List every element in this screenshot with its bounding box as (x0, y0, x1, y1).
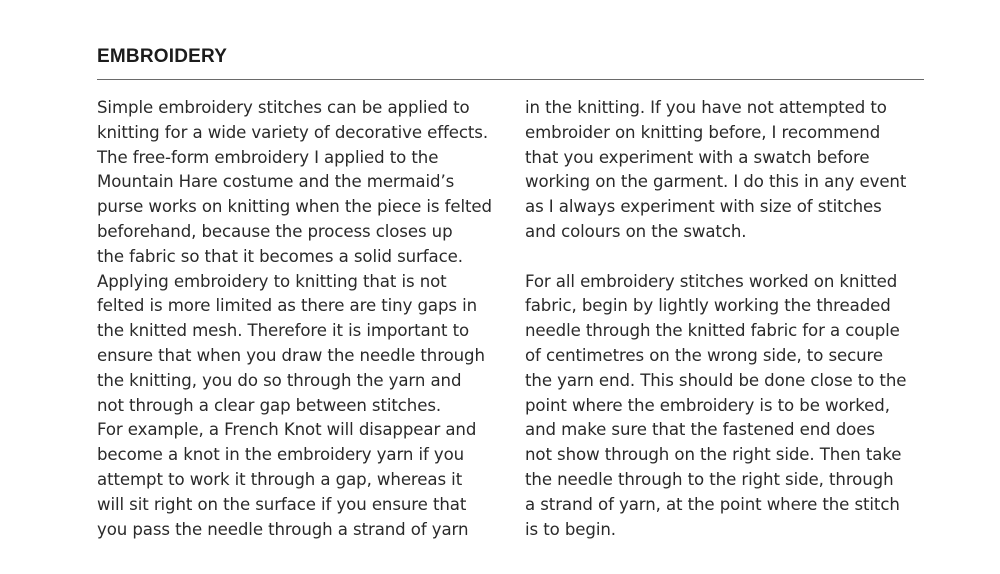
text-line: knitting for a wide variety of decorative effects. (97, 122, 488, 142)
text-line: Applying embroidery to knitting that is not (97, 271, 447, 291)
text-line: become a knot in the embroidery yarn if you (97, 445, 465, 465)
text-line: will sit right on the surface if you ensure that (97, 494, 467, 514)
text-line: For all embroidery stitches worked on knitted (525, 271, 898, 291)
text-line: the fabric so that it becomes a solid surface. (97, 246, 463, 266)
paragraph-stitches (525, 270, 906, 543)
text-line: ensure that when you draw the needle through (97, 345, 485, 365)
text-line: the needle through to the right side, through (525, 469, 894, 489)
text-line: felted is more limited as there are tiny gaps in (97, 296, 478, 316)
text-line: Mountain Hare costume and the mermaid’s (97, 172, 455, 192)
text-line: the yarn end. This should be done close to the (525, 370, 907, 390)
right-column (525, 96, 906, 542)
text-line: and colours on the swatch. (525, 221, 747, 241)
text-line: working on the garment. I do this in any event (525, 172, 907, 192)
text-line: needle through the knitted fabric for a couple (525, 321, 900, 341)
text-line: embroider on knitting before, I recommend (525, 122, 881, 142)
text-line: of centimetres on the wrong side, to secure (525, 345, 883, 365)
text-line: The free-form embroidery I applied to the (97, 147, 439, 167)
text-line: fabric, begin by lightly working the threaded (525, 296, 891, 316)
text-line: a strand of yarn, at the point where the stitch (525, 494, 900, 514)
text-line: attempt to work it through a gap, whereas it (97, 469, 463, 489)
heading-divider (97, 79, 924, 80)
text-line: the knitting, you do so through the yarn and (97, 370, 462, 390)
text-line: purse works on knitting when the piece is felted (97, 197, 492, 217)
paragraph-continuation (525, 96, 906, 245)
text-line: you pass the needle through a strand of yarn (97, 519, 469, 539)
text-line: not show through on the right side. Then take (525, 445, 902, 465)
text-line: the knitted mesh. Therefore it is important to (97, 321, 470, 341)
paragraph-spacer (525, 245, 906, 270)
text-line: beforehand, because the process closes up (97, 221, 453, 241)
text-line: as I always experiment with size of stitches (525, 197, 882, 217)
text-line: not through a clear gap between stitches. (97, 395, 442, 415)
text-line: For example, a French Knot will disappear and (97, 420, 477, 440)
text-line: that you experiment with a swatch before (525, 147, 870, 167)
text-line: Simple embroidery stitches can be applied to (97, 98, 470, 117)
text-line: is to begin. (525, 519, 616, 539)
text-line: and make sure that the fastened end does (525, 420, 875, 440)
left-column (97, 96, 492, 542)
section-heading: EMBROIDERY (97, 46, 228, 67)
text-line: in the knitting. If you have not attempted to (525, 98, 887, 117)
text-line: point where the embroidery is to be worked, (525, 395, 890, 415)
